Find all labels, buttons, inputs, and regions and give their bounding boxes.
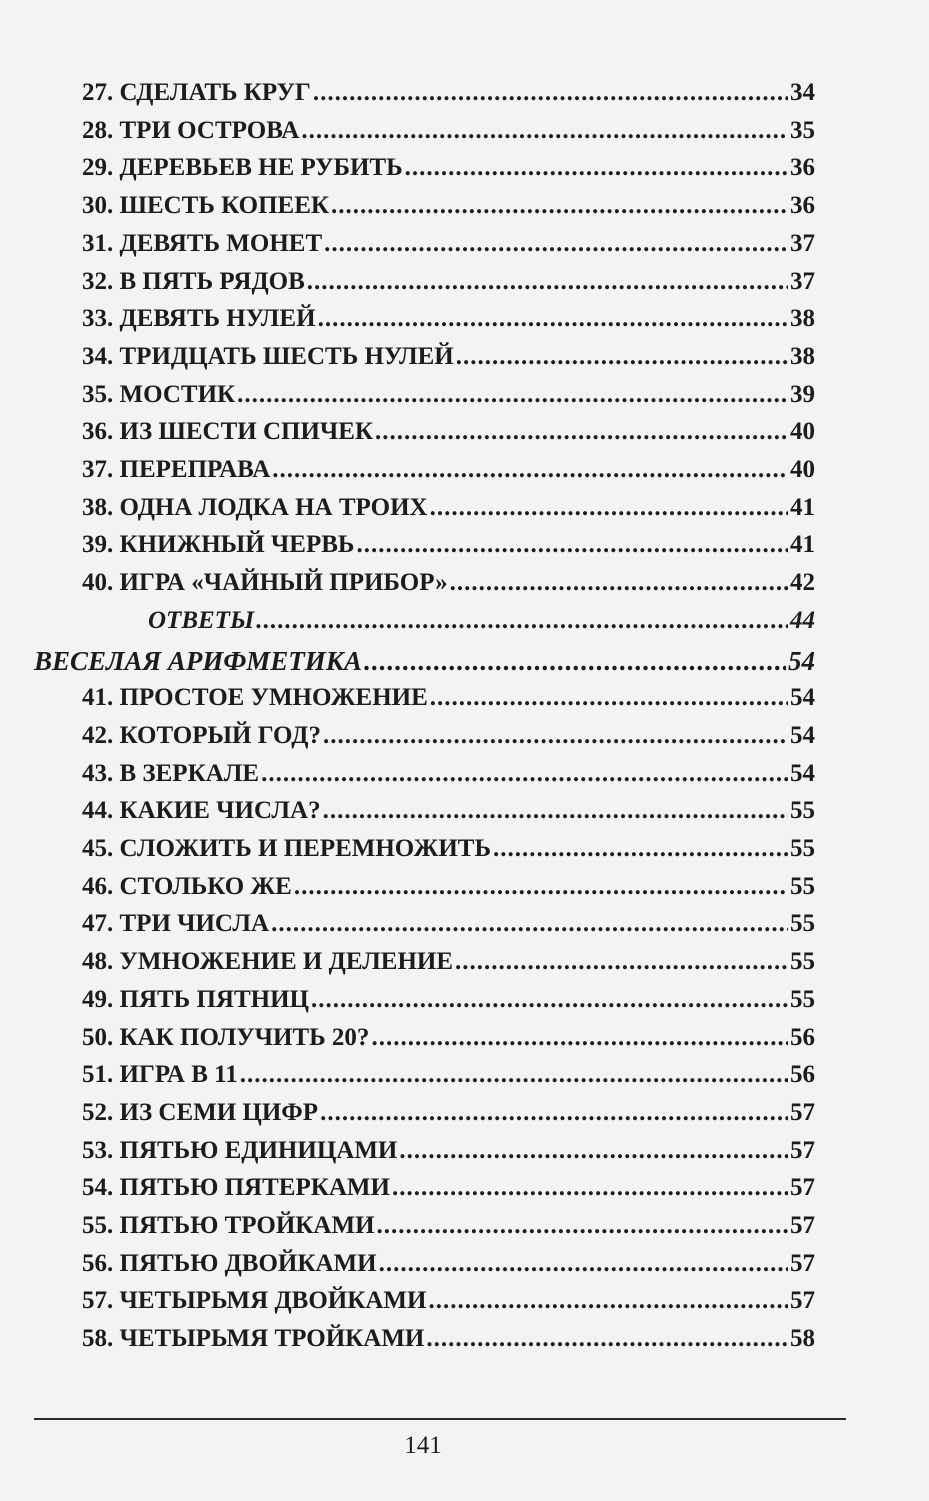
page-number: 141 xyxy=(404,1432,442,1459)
toc-entry xyxy=(82,832,815,866)
toc-entry-title: 58. ЧЕТЫРЬМЯ ТРОЙКАМИ xyxy=(82,1325,425,1352)
toc-entry-page: 54 xyxy=(790,684,815,711)
toc-entry-title: 53. ПЯТЬЮ ЕДИНИЦАМИ xyxy=(82,1137,398,1164)
toc-entry xyxy=(82,870,815,904)
toc-entry-title: 36. ИЗ ШЕСТИ СПИЧЕК xyxy=(82,418,374,445)
toc-entry xyxy=(82,76,815,110)
toc-entry-page: 57 xyxy=(790,1099,815,1126)
toc-entry-page: 41 xyxy=(790,531,815,558)
dot-leader xyxy=(313,76,788,110)
dot-leader xyxy=(324,227,788,261)
toc-entry-title: 56. ПЯТЬЮ ДВОЙКАМИ xyxy=(82,1250,377,1277)
toc-entry-page: 56 xyxy=(790,1024,815,1051)
toc-entry-page: 44 xyxy=(790,607,815,634)
dot-leader xyxy=(375,415,788,449)
toc-entry xyxy=(82,945,815,979)
toc-entry-page: 58 xyxy=(790,1325,815,1352)
dot-leader xyxy=(371,1021,788,1055)
toc-entry-page: 55 xyxy=(790,797,815,824)
dot-leader xyxy=(428,1284,788,1318)
toc-entry-page: 40 xyxy=(790,456,815,483)
toc-entry-page: 57 xyxy=(790,1137,815,1164)
toc-entry-title: 34. ТРИДЦАТЬ ШЕСТЬ НУЛЕЙ xyxy=(82,343,454,370)
toc-entry-page: 35 xyxy=(790,117,815,144)
dot-leader xyxy=(237,378,788,412)
dot-leader xyxy=(294,870,788,904)
toc-entry-title: 46. СТОЛЬКО ЖЕ xyxy=(82,873,292,900)
dot-leader xyxy=(356,528,788,562)
toc-entry-page: 39 xyxy=(790,381,815,408)
toc-answers-entry xyxy=(148,604,815,638)
dot-leader xyxy=(307,265,788,299)
toc-entry xyxy=(82,151,815,185)
toc-entry xyxy=(82,1096,815,1130)
dot-leader xyxy=(320,1096,788,1130)
toc-entry-page: 55 xyxy=(790,835,815,862)
toc-entry-title: 52. ИЗ СЕМИ ЦИФР xyxy=(82,1099,319,1126)
toc-entry-title: 28. ТРИ ОСТРОВА xyxy=(82,117,300,144)
toc-entry-title: 32. В ПЯТЬ РЯДОВ xyxy=(82,268,305,295)
toc-section-heading xyxy=(34,644,815,678)
dot-leader xyxy=(323,719,788,753)
toc-entry xyxy=(82,453,815,487)
toc-entry-page: 57 xyxy=(790,1250,815,1277)
dot-leader xyxy=(377,1209,788,1243)
toc-entry xyxy=(82,983,815,1017)
toc-entry-title: 30. ШЕСТЬ КОПЕЕК xyxy=(82,192,330,219)
dot-leader xyxy=(399,1134,788,1168)
toc-entry xyxy=(82,1134,815,1168)
toc-entry-title: 45. СЛОЖИТЬ И ПЕРЕМНОЖИТЬ xyxy=(82,835,491,862)
footer-rule xyxy=(34,1418,846,1420)
toc-entry-page: 36 xyxy=(790,154,815,181)
toc-entry-title: 44. КАКИЕ ЧИСЛА? xyxy=(82,797,321,824)
toc-entry-title: ОТВЕТЫ xyxy=(148,607,255,634)
toc-entry-page: 38 xyxy=(790,305,815,332)
dot-leader xyxy=(318,302,788,336)
toc-entry xyxy=(82,1058,815,1092)
toc-entry-title: 54. ПЯТЬЮ ПЯТЕРКАМИ xyxy=(82,1174,390,1201)
dot-leader xyxy=(426,1322,788,1356)
toc-entry-title: 33. ДЕВЯТЬ НУЛЕЙ xyxy=(82,305,316,332)
toc-entry xyxy=(82,302,815,336)
toc-entry xyxy=(82,378,815,412)
toc-entry-title: 35. МОСТИК xyxy=(82,381,236,408)
toc-entry xyxy=(82,340,815,374)
toc-entry xyxy=(82,1247,815,1281)
toc-entry xyxy=(82,907,815,941)
toc-entry xyxy=(82,1284,815,1318)
toc-entry-page: 41 xyxy=(790,494,815,521)
toc-entry-title: 39. КНИЖНЫЙ ЧЕРВЬ xyxy=(82,531,355,558)
toc-entry-title: 51. ИГРА В 11 xyxy=(82,1061,238,1088)
dot-leader xyxy=(364,644,786,678)
toc-entry xyxy=(82,114,815,148)
toc-entry-title: 55. ПЯТЬЮ ТРОЙКАМИ xyxy=(82,1212,375,1239)
toc-entry xyxy=(82,415,815,449)
toc-entry xyxy=(82,681,815,715)
toc-entry-page: 34 xyxy=(790,79,815,106)
toc-entry-page: 57 xyxy=(790,1287,815,1314)
toc-entry-page: 55 xyxy=(790,873,815,900)
toc-entry-page: 57 xyxy=(790,1174,815,1201)
toc-entry-title: 57. ЧЕТЫРЬМЯ ДВОЙКАМИ xyxy=(82,1287,427,1314)
toc-entry-page: 37 xyxy=(790,268,815,295)
toc-entry-page: 55 xyxy=(790,910,815,937)
toc-entry-title: 31. ДЕВЯТЬ МОНЕТ xyxy=(82,230,323,257)
toc-entry-page: 54 xyxy=(790,722,815,749)
toc-entry-title: 37. ПЕРЕПРАВА xyxy=(82,456,271,483)
toc-entry-title: 42. КОТОРЫЙ ГОД? xyxy=(82,722,321,749)
toc-entry-title: 50. КАК ПОЛУЧИТЬ 20? xyxy=(82,1024,370,1051)
toc-entry-title: 40. ИГРА «ЧАЙНЫЙ ПРИБОР» xyxy=(82,569,448,596)
toc-entry-page: 57 xyxy=(790,1212,815,1239)
toc-entry xyxy=(82,1322,815,1356)
toc-entry-page: 54 xyxy=(788,646,815,676)
dot-leader xyxy=(379,1247,788,1281)
toc-entry xyxy=(82,719,815,753)
toc-entry xyxy=(82,491,815,525)
toc-entry xyxy=(82,265,815,299)
dot-leader xyxy=(430,681,788,715)
dot-leader xyxy=(311,983,788,1017)
toc-entry xyxy=(82,528,815,562)
toc-entry-title: 38. ОДНА ЛОДКА НА ТРОИХ xyxy=(82,494,428,521)
toc-entry xyxy=(82,757,815,791)
toc-entry-title: ВЕСЕЛАЯ АРИФМЕТИКА xyxy=(34,646,363,676)
dot-leader xyxy=(450,566,788,600)
dot-leader xyxy=(271,907,788,941)
toc-entry xyxy=(82,227,815,261)
dot-leader xyxy=(455,945,788,979)
dot-leader xyxy=(456,340,788,374)
dot-leader xyxy=(392,1171,788,1205)
toc-entry xyxy=(82,1021,815,1055)
toc-entry-page: 55 xyxy=(790,948,815,975)
toc-entry-page: 38 xyxy=(790,343,815,370)
dot-leader xyxy=(301,114,788,148)
toc-entry-title: 49. ПЯТЬ ПЯТНИЦ xyxy=(82,986,309,1013)
dot-leader xyxy=(405,151,788,185)
toc-entry-title: 27. СДЕЛАТЬ КРУГ xyxy=(82,79,311,106)
toc-entry-title: 48. УМНОЖЕНИЕ И ДЕЛЕНИЕ xyxy=(82,948,454,975)
dot-leader xyxy=(261,757,788,791)
toc-entry xyxy=(82,1171,815,1205)
toc-entry xyxy=(82,566,815,600)
toc-entry-page: 42 xyxy=(790,569,815,596)
dot-leader xyxy=(272,453,788,487)
dot-leader xyxy=(331,189,788,223)
dot-leader xyxy=(256,604,788,638)
toc-entry xyxy=(82,189,815,223)
dot-leader xyxy=(323,794,788,828)
toc-entry-page: 37 xyxy=(790,230,815,257)
toc-entry-title: 43. В ЗЕРКАЛЕ xyxy=(82,760,260,787)
toc-entry-page: 36 xyxy=(790,192,815,219)
toc-entry-page: 40 xyxy=(790,418,815,445)
toc-entry-title: 29. ДЕРЕВЬЕВ НЕ РУБИТЬ xyxy=(82,154,403,181)
toc-entry-page: 54 xyxy=(790,760,815,787)
toc-entry-title: 41. ПРОСТОЕ УМНОЖЕНИЕ xyxy=(82,684,428,711)
dot-leader xyxy=(430,491,788,525)
dot-leader xyxy=(240,1058,788,1092)
dot-leader xyxy=(493,832,788,866)
toc-entry-page: 56 xyxy=(790,1061,815,1088)
toc-entry xyxy=(82,1209,815,1243)
toc-entry-title: 47. ТРИ ЧИСЛА xyxy=(82,910,270,937)
toc-entry xyxy=(82,794,815,828)
toc-entry-page: 55 xyxy=(790,986,815,1013)
